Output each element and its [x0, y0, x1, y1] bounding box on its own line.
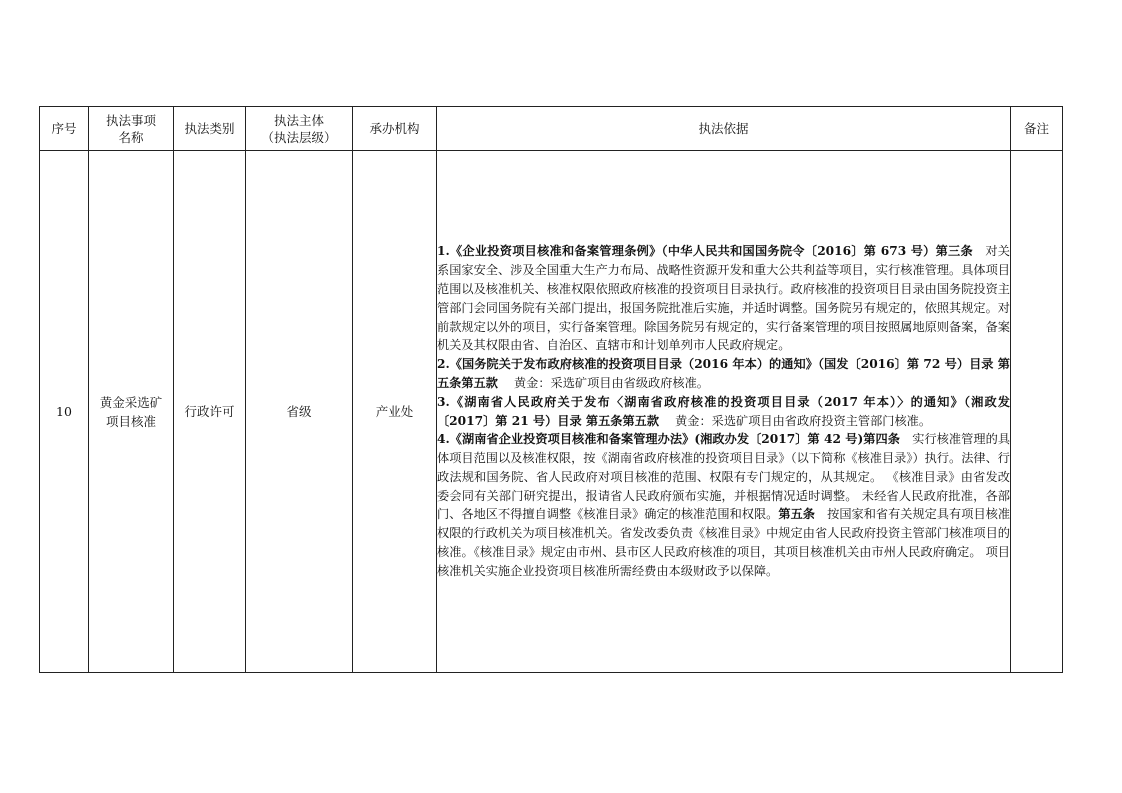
- cell-seq: 10: [40, 151, 89, 673]
- cell-item-name: 黄金采选矿 项目核准: [89, 151, 174, 673]
- header-row: [40, 107, 1063, 151]
- header-category: 执法类别: [174, 107, 246, 151]
- basis-item-1: 1.《企业投资项目核准和备案管理条例》（中华人民共和国国务院令〔2016〕第 673 号）第三条 对关系国家安全、涉及全国重大生产力布局、战略性资源开发和重大公共利益等项目，实行核准管理。具体项目范围以及核准机关、核准权限依照政府核准的投资项目目录执行。政府核准的投资项目目录由国务院投资主管部门会同国务院有关部门提出，报国务院批准后实施，并适时调整。国务院另有规定的，依照其规定。对前款规定以外的项目，实行备案管理。除国务院另有规定的，实行备案管理的项目按照属地原则备案，备案机关及其权限由省、自治区、直辖市和计划单列市人民政府规定。: [437, 244, 1010, 353]
- header-seq: 序号: [40, 107, 89, 151]
- basis-item-3: 3.《湖南省人民政府关于发布〈湖南省政府核准的投资项目目录（2017 年本）〉的通知》（湘政发〔2017〕第 21 号）目录 第五条第五款 黄金：采选矿项目由省政府投资主管部门核准。: [437, 394, 1010, 428]
- cell-remark: [1011, 151, 1063, 673]
- header-remark: 备注: [1011, 107, 1063, 151]
- table-row: [40, 151, 1063, 673]
- enforcement-table: [39, 106, 1063, 673]
- basis-text: [437, 242, 1010, 580]
- header-dept: 承办机构: [353, 107, 437, 151]
- cell-basis: [437, 151, 1011, 673]
- cell-category: 行政许可: [174, 151, 246, 673]
- cell-level: 省级: [246, 151, 353, 673]
- basis-item-4: 4.《湖南省企业投资项目核准和备案管理办法》(湘政办发〔2017〕第 42 号)第四条 实行核准管理的具体项目范围以及核准权限，按《湖南省政府核准的投资项目目录》（以下简称《核准目录》）执行。法律、行政法规和国务院、省人民政府对项目核准的范围、权限有专门规定的，从其规定。 《核准目录》由省发改委会同有关部门研究提出，报请省人民政府颁布实施，并根据情况适时调整。 未经省人民政府批准，各部门、各地区不得擅自调整《核准目录》确定的核准范围和权限。第五条 按国家和省有关规定具有项目核准权限的行政机关为项目核准机关。省发改委负责《核准目录》中规定由省人民政府投资主管部门核准项目的核准。《核准目录》规定由市州、县市区人民政府核准的项目，其项目核准机关由市州人民政府确定。 项目核准机关实施企业投资项目核准所需经费由本级财政予以保障。: [437, 432, 1011, 578]
- header-subject: 执法主体 （执法层级）: [246, 107, 353, 151]
- header-basis: 执法依据: [437, 107, 1011, 151]
- header-item-name: 执法事项 名称: [89, 107, 174, 151]
- cell-dept: 产业处: [353, 151, 437, 673]
- basis-item-2: 2.《国务院关于发布政府核准的投资项目目录（2016 年本）的通知》（国发〔2016〕第 72 号）目录 第五条第五款 黄金：采选矿项目由省级政府核准。: [437, 357, 1010, 390]
